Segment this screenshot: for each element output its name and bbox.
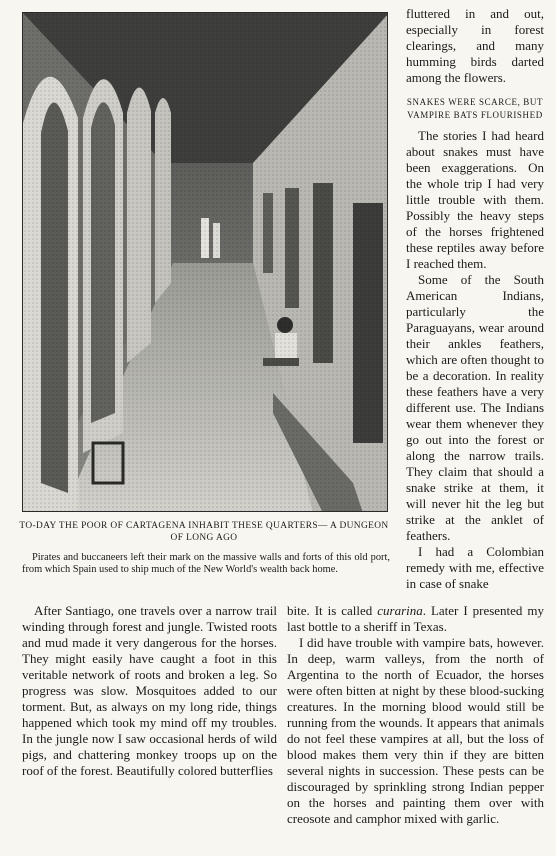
curarina-italic: curarina [377, 603, 423, 618]
paragraph-colombian-remedy: I had a Colombian remedy with me, effective in case of snake [406, 544, 544, 591]
paragraph-snake-stories: The stories I had heard about snakes must have been exaggerations. On the whole trip I had very little trouble with them. Possibly the heavy steps of the horses frightened these reptiles away before I reached them. [406, 128, 544, 271]
paragraph-curarina [287, 603, 544, 635]
photo-caption-title: TO-DAY THE POOR OF CARTAGENA INHABIT THESE QUARTERS— A DUNGEON OF LONG AGO [19, 521, 389, 543]
middle-column [287, 603, 544, 827]
paragraph-butterflies-continued: fluttered in and out, especially in forest clearings, and many humming birds darted among the flowers. [406, 6, 544, 85]
section-subheading: SNAKES WERE SCARCE, BUT VAMPIRE BATS FLOURISHED [406, 97, 544, 120]
right-column [406, 6, 544, 592]
curarina-text-start: bite. It is called [287, 603, 378, 618]
photo-caption-body: Pirates and buccaneers left their mark on the massive walls and forts of this old port, from which Spain used to ship much of the New World's wealth back home. [22, 552, 390, 575]
paragraph-vampire-bats: I did have trouble with vampire bats, however. In deep, warm valleys, from the north of Argentina to the north of Ecuador, the horses were often bitten at night by these blood-sucking creatures. In the morning blood would still be running from the wounds. It appears that animals do not feel these vampires at all, but the loss of blood makes them very thin if they are bitten several nights in succession. These pests can be discouraged by sprinkling strong Indian pepper on the horses and painting them over with creosote and camphor mixed with garlic. [287, 635, 544, 826]
arcade-photo-illustration [23, 13, 388, 512]
photograph-dungeon-arcade [22, 12, 388, 512]
paragraph-indian-feathers: Some of the South American Indians, particularly the Paraguayans, wear around their ankles feathers, which are often thought to be a decoration. In reality these feathers have a very different use. The Indians wear them whenever they go out into the forest or along the narrow trails. They claim that should a snake strike at them, it will never hit the leg but strike at the anklet of feathers. [406, 272, 544, 543]
curarina-text-end: . Later I presented my last bottle to a sheriff in Texas. [287, 603, 544, 634]
left-column [22, 603, 277, 779]
paragraph-after-santiago: After Santiago, one travels over a narrow trail winding through forest and jungle. Twisted roots and mud made it very dangerous for the horses. They might easily have caught a foot in this veritable network of roots and broken a leg. So progress was slow. Mosquitoes added to our torment. But, as always on my long ride, things happened which took my mind off my troubles. In the jungle now I saw occasional herds of wild pigs, and chattering monkey troops up on the roof of the forest. Beautifully colored butterflies [22, 603, 277, 778]
